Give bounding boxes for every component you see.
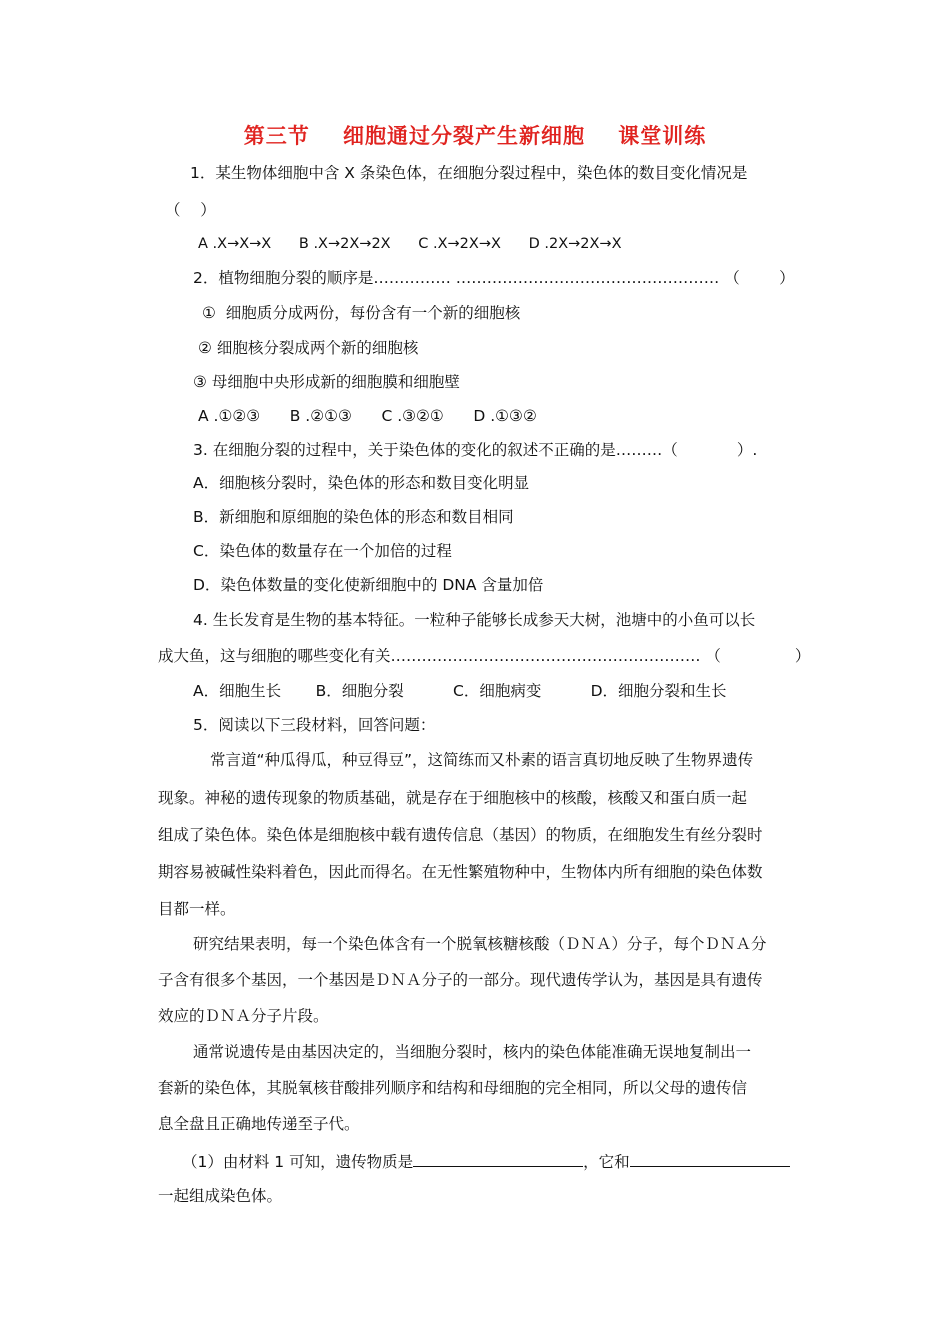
q2-item-1: ① 细胞质分成两份，每份含有一个新的细胞核: [202, 304, 521, 322]
q5-paragraph-3-line: 套新的染色体，其脱氧核苷酸排列顺序和结构和母细胞的完全相同，所以父母的遗传信: [158, 1079, 748, 1097]
q5-paragraph-2-line: 效应的ＤＮＡ分子片段。: [158, 1007, 329, 1025]
q5-paragraph-1-line: 目都一样。: [158, 900, 236, 918]
q5-sub1-middle: ，它和: [583, 1153, 630, 1171]
q3-option-a: A．细胞核分裂时，染色体的形态和数目变化明显: [193, 474, 530, 492]
answer-blank-2[interactable]: [630, 1150, 790, 1167]
q2-options: A .①②③ B .②①③ C .③②① D .①③②: [198, 407, 537, 425]
q3-option-d: D．染色体数量的变化使新细胞中的 DNA 含量加倍: [193, 576, 544, 594]
q5-paragraph-1-line: 现象。神秘的遗传现象的物质基础，就是存在于细胞核中的核酸，核酸又和蛋白质一起: [158, 789, 748, 807]
q2-item-2: ② 细胞核分裂成两个新的细胞核: [198, 339, 419, 357]
q5-paragraph-1-line: 常言道“种瓜得瓜，种豆得豆”，这简练而又朴素的语言真切地反映了生物界遗传: [210, 751, 754, 769]
q3-option-c: C．染色体的数量存在一个加倍的过程: [193, 542, 452, 560]
q2-stem: 2．植物细胞分裂的顺序是…………… …………………………………………… （ ）: [193, 269, 795, 287]
q5-paragraph-2-line: 研究结果表明，每一个染色体含有一个脱氧核糖核酸（ＤＮＡ）分子，每个ＤＮＡ分: [193, 935, 767, 953]
q5-sub1-prefix: （1）由材料 1 可知，遗传物质是: [182, 1153, 414, 1171]
q2-item-3: ③ 母细胞中央形成新的细胞膜和细胞壁: [193, 373, 460, 391]
q1-stem-line2: （ ）: [165, 201, 216, 219]
q5-paragraph-3-line: 息全盘且正确地传递至子代。: [158, 1115, 360, 1133]
q5-paragraph-1-line: 期容易被碱性染料着色，因此而得名。在无性繁殖物种中，生物体内所有细胞的染色体数: [158, 863, 763, 881]
q4-stem-line2: 成大鱼，这与细胞的哪些变化有关…………………………………………………… （ ）: [158, 647, 811, 665]
q5-stem: 5．阅读以下三段材料，回答问题：: [193, 716, 436, 734]
q3-option-b: B．新细胞和原细胞的染色体的形态和数目相同: [193, 508, 514, 526]
q4-stem-line1: 4. 生长发育是生物的基本特征。一粒种子能够长成参天大树，池塘中的小鱼可以长: [193, 611, 756, 629]
page-title: 第三节 细胞通过分裂产生新细胞 课堂训练: [243, 124, 707, 148]
q5-sub1-line: [182, 1150, 790, 1172]
q1-options: A .X→X→X B .X→2X→2X C .X→2X→X D .2X→2X→X: [198, 236, 622, 252]
q5-paragraph-1-line: 组成了染色体。染色体是细胞核中载有遗传信息（基因）的物质，在细胞发生有丝分裂时: [158, 826, 763, 844]
answer-blank-1[interactable]: [413, 1150, 583, 1167]
q5-sub1-suffix: 一起组成染色体。: [158, 1187, 283, 1205]
q3-stem: 3. 在细胞分裂的过程中，关于染色体的变化的叙述不正确的是………（ ）.: [193, 441, 758, 459]
q5-paragraph-2-line: 子含有很多个基因，一个基因是ＤＮＡ分子的一部分。现代遗传学认为，基因是具有遗传: [158, 971, 763, 989]
q1-stem-line1: 1．某生物体细胞中含 X 条染色体，在细胞分裂过程中，染色体的数目变化情况是: [190, 164, 748, 182]
q4-options: A．细胞生长 B．细胞分裂 C．细胞病变 D．细胞分裂和生长: [193, 682, 727, 700]
q5-paragraph-3-line: 通常说遗传是由基因决定的，当细胞分裂时，核内的染色体能准确无误地复制出一: [193, 1043, 752, 1061]
